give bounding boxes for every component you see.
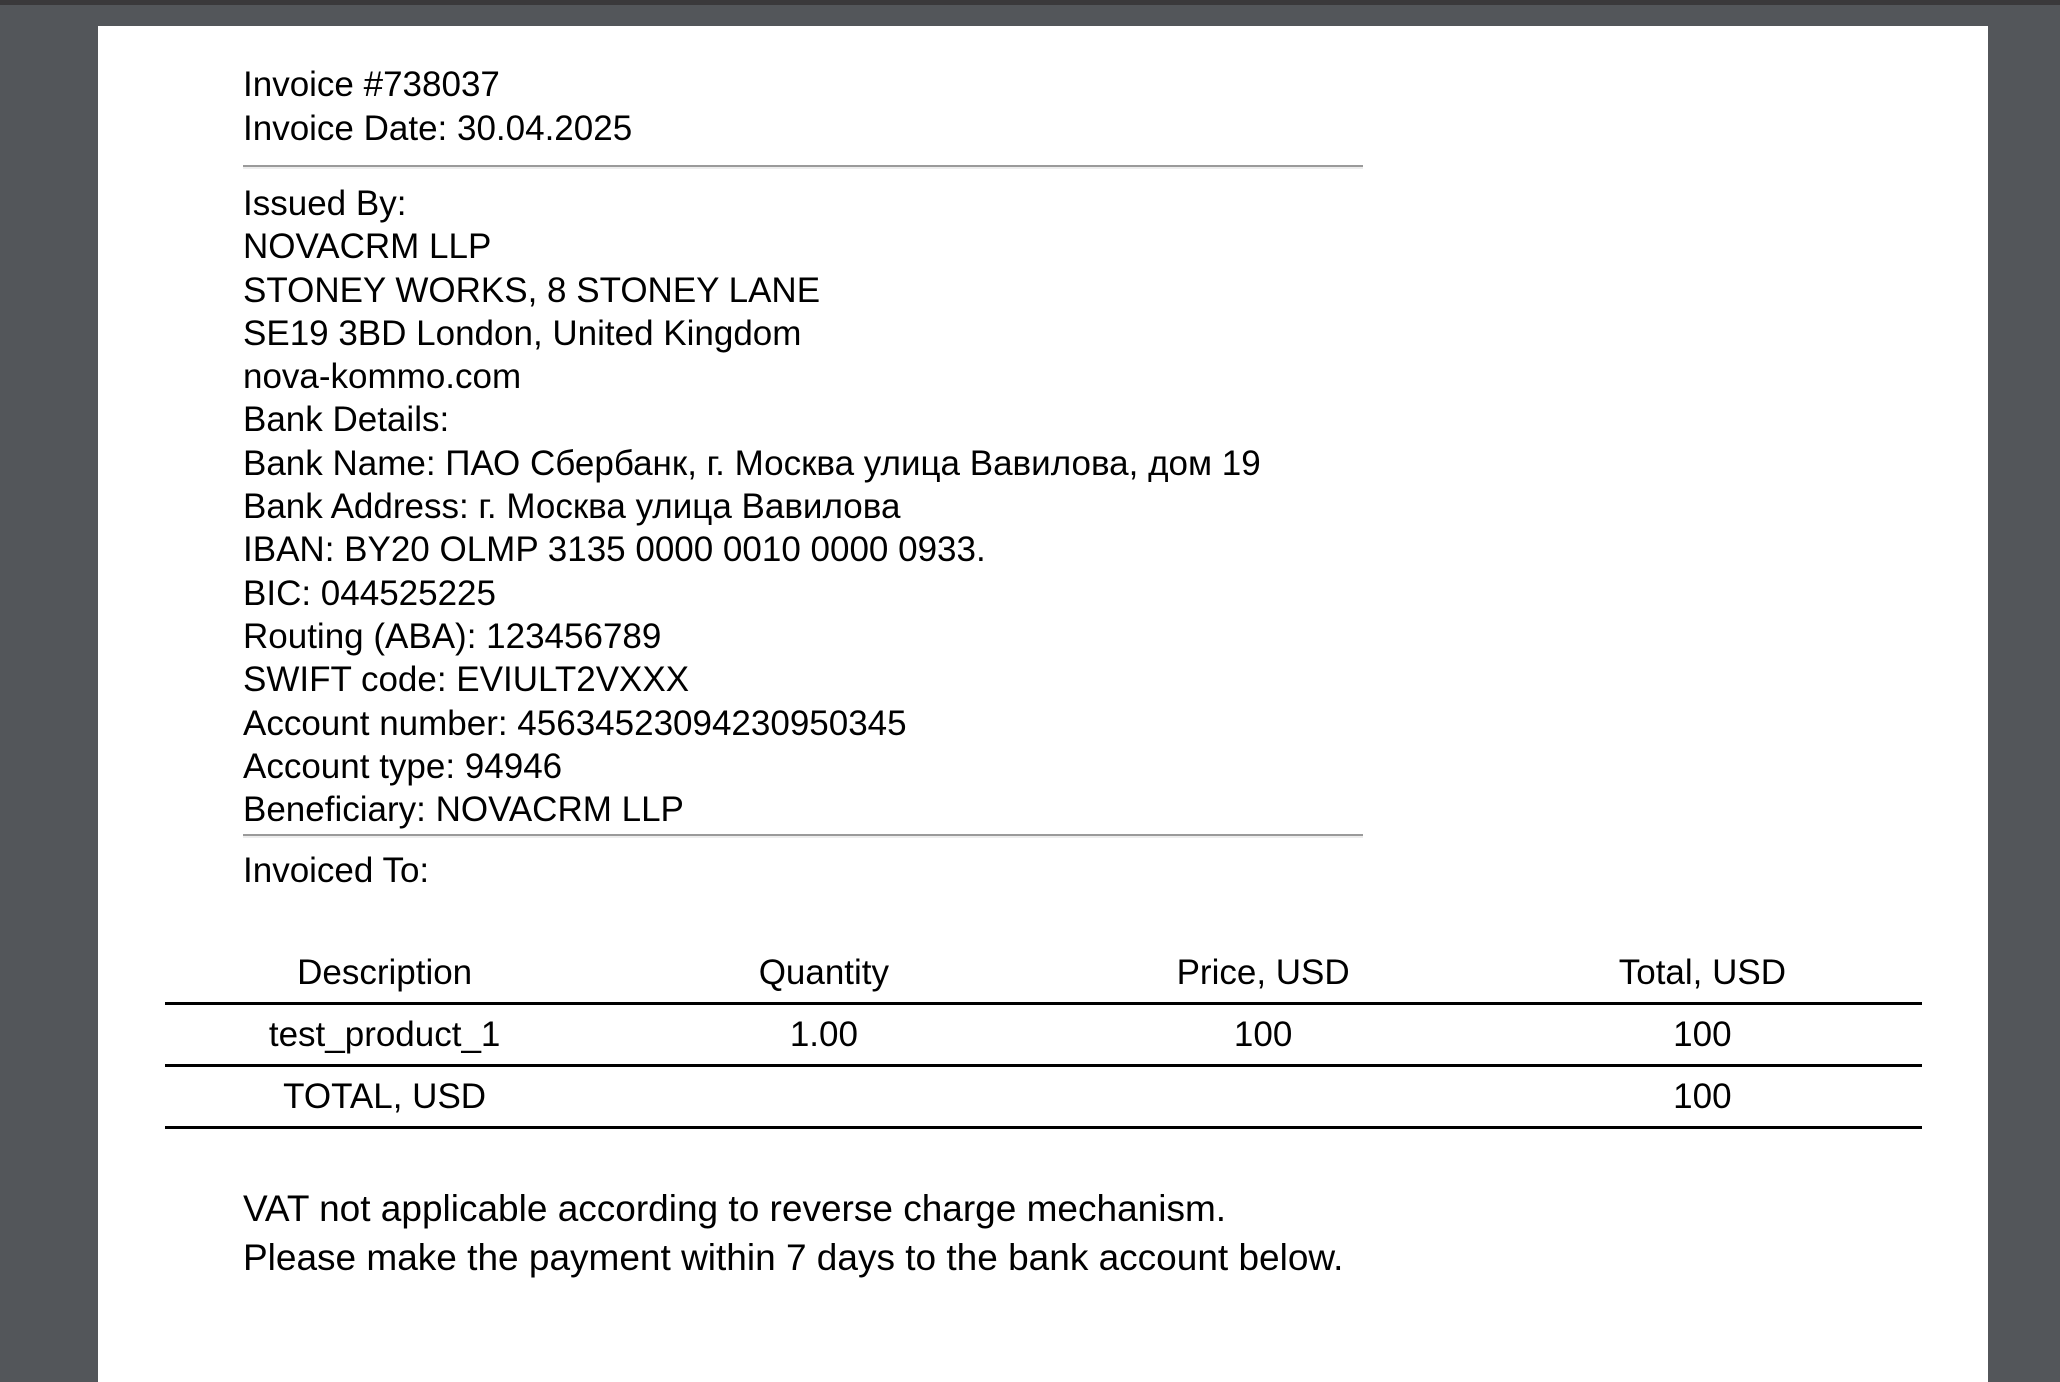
item-description: test_product_1 (268, 1014, 501, 1054)
company-website: nova-kommo.com (243, 357, 522, 397)
viewer-top-bar (0, 0, 2060, 5)
column-header-quantity: Quantity (758, 953, 890, 993)
bank-details-label: Bank Details: (243, 400, 450, 440)
invoice-header-block (243, 26, 1363, 150)
total-label: TOTAL, USD (283, 1076, 487, 1116)
account-number: Account number: 45634523094230950345 (243, 703, 907, 743)
payment-note: Please make the payment within 7 days to the bank account below. (243, 1237, 1344, 1279)
iban: IBAN: BY20 OLMP 3135 0000 0010 0000 0933. (243, 530, 986, 570)
column-header-description: Description (297, 953, 473, 993)
beneficiary: Beneficiary: NOVACRM LLP (243, 790, 684, 830)
divider-top (243, 165, 1363, 169)
item-total: 100 (1673, 1014, 1732, 1054)
item-quantity: 1.00 (789, 1014, 858, 1054)
total-empty-price (1044, 1066, 1483, 1128)
invoice-page (98, 26, 1988, 1382)
column-header-total: Total, USD (1618, 953, 1787, 993)
company-address-line2: SE19 3BD London, United Kingdom (243, 313, 802, 353)
invoiced-to-label: Invoiced To: (243, 851, 430, 891)
total-value: 100 (1673, 1076, 1732, 1116)
vat-note: VAT not applicable according to reverse charge mechanism. (243, 1188, 1227, 1230)
notes-block (243, 1184, 1843, 1282)
invoice-date: Invoice Date: 30.04.2025 (243, 108, 633, 148)
table-header-row (165, 944, 1922, 1004)
divider-middle (243, 834, 1363, 838)
issued-by-block (243, 182, 1643, 831)
invoice-items-table (165, 944, 1922, 1130)
table-total-row (165, 1066, 1922, 1128)
column-header-price: Price, USD (1176, 953, 1350, 993)
issued-by-label: Issued By: (243, 184, 407, 223)
table-row (165, 1004, 1922, 1066)
swift-code: SWIFT code: EVIULT2VXXX (243, 660, 690, 700)
item-price: 100 (1233, 1014, 1293, 1054)
routing-aba: Routing (ABA): 123456789 (243, 616, 662, 656)
invoice-number: Invoice #738037 (243, 65, 500, 104)
bic: BIC: 044525225 (243, 573, 496, 613)
company-name: NOVACRM LLP (243, 227, 492, 267)
account-type: Account type: 94946 (243, 746, 563, 786)
table-header (165, 944, 1922, 1004)
company-address-line1: STONEY WORKS, 8 STONEY LANE (243, 270, 821, 310)
bank-address: Bank Address: г. Москва улица Вавилова (243, 487, 901, 527)
bank-name: Bank Name: ПАО Сбербанк, г. Москва улица Вавилова, дом 19 (243, 443, 1261, 483)
total-empty-quantity (604, 1066, 1043, 1128)
